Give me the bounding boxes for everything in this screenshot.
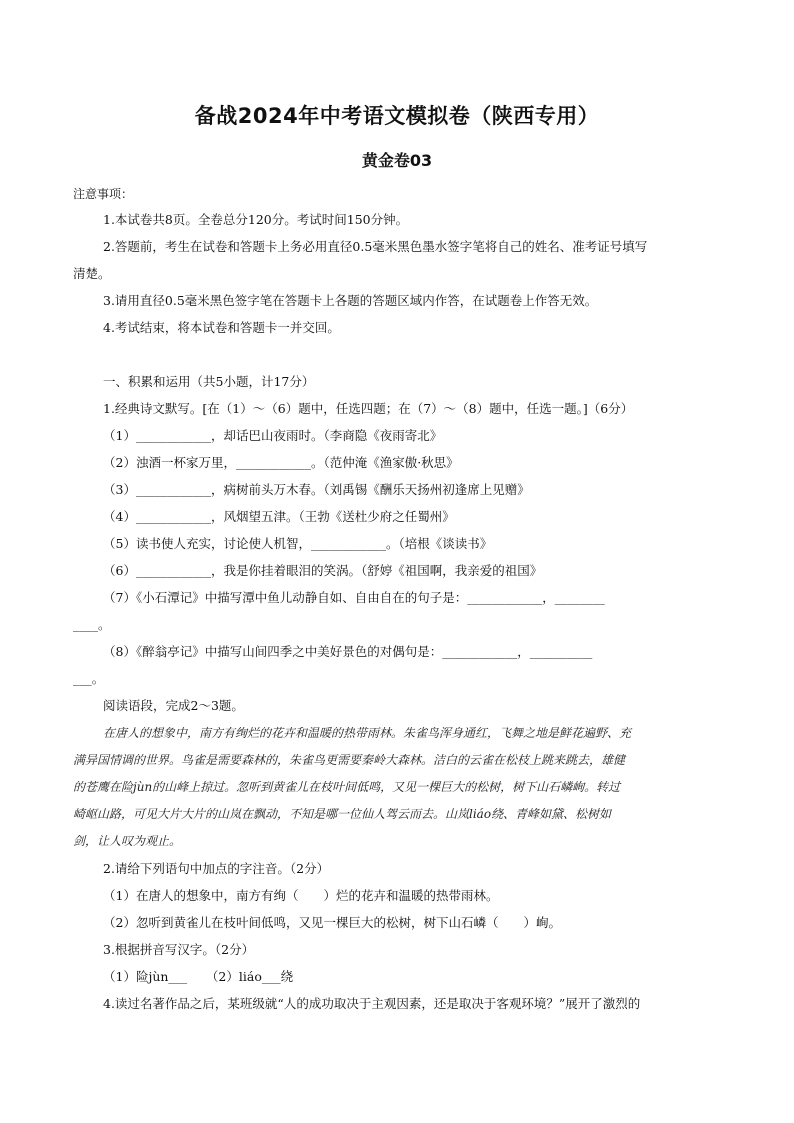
question-4-stem: 4.读过名著作品之后，某班级就“人的成功取决于主观因素，还是取决于客观环境？”展开了激烈的 <box>103 996 641 1011</box>
question-1-item: （8）《醉翁亭记》中描写山间四季之中美好景色的对偶句是：____________，__________ <box>103 644 593 659</box>
notice-label: 注意事项： <box>73 187 134 201</box>
question-1-stem: 1.经典诗文默写。[在（1）～（6）题中，任选四题；在（7）～（8）题中，任选一题。]（6分） <box>103 401 634 416</box>
section-heading: 一、积累和运用（共5小题，计17分） <box>103 374 315 389</box>
passage-line: 的苍鹰在险jùn的山峰上掠过。忽听到黄雀儿在枝叶间低鸣，又见一棵巨大的松树，树下山石嶙峋。转过 <box>73 780 621 794</box>
question-1-item-continued: ___。 <box>73 671 105 686</box>
passage-line: 满异国情调的世界。鸟雀是需要森林的，朱雀鸟更需要秦岭大森林。洁白的云雀在松枝上跳来跳去，雄健 <box>73 753 626 767</box>
passage-line: 在唐人的想象中，南方有绚烂的花卉和温暖的热带雨林。朱雀鸟浑身通红，飞舞之地是鲜花遍野、充 <box>103 726 632 740</box>
question-2-item: （2）忽听到黄雀儿在枝叶间低鸣，又见一棵巨大的松树，树下山石嶙（ ）峋。 <box>103 915 561 930</box>
passage-line: 剑，让人叹为观止。 <box>73 834 182 848</box>
question-3-stem: 3.根据拼音写汉字。（2分） <box>103 942 255 957</box>
question-1-item-continued: ____。 <box>73 617 111 632</box>
question-1-item: （4）____________，风烟望五津。（王勃《送杜少府之任蜀州》 <box>103 509 455 524</box>
passage-line: 崎岖山路，可见大片大片的山岚在飘动，不知是哪一位仙人驾云而去。山岚liáo绕、青峰如黛、松树如 <box>73 807 612 821</box>
notice-item: 1.本试卷共8页。全卷总分120分。考试时间150分钟。 <box>103 212 409 227</box>
page-subtitle: 黄金卷03 <box>361 151 433 170</box>
question-3-items: （1）险jùn___ （2）liáo___绕 <box>103 969 294 984</box>
notice-item: 4.考试结束，将本试卷和答题卡一并交回。 <box>103 320 340 335</box>
notice-item-continued: 清楚。 <box>73 266 111 281</box>
question-2-item: （1）在唐人的想象中，南方有绚（ ）烂的花卉和温暖的热带雨林。 <box>103 888 499 903</box>
notice-item: 3.请用直径0.5毫米黑色签字笔在答题卡上各题的答题区域内作答，在试题卷上作答无效。 <box>103 293 598 308</box>
page-title: 备战2024年中考语文模拟卷（陕西专用） <box>194 104 600 128</box>
question-1-item: （1）____________，却话巴山夜雨时。（李商隐《夜雨寄北》 <box>103 428 443 443</box>
question-1-item: （6）____________，我是你挂着眼泪的笑涡。（舒婷《祖国啊，我亲爱的祖国》 <box>103 563 543 578</box>
question-2-stem: 2.请给下列语句中加点的字注音。（2分） <box>103 861 330 876</box>
notice-item: 2.答题前，考生在试卷和答题卡上务必用直径0.5毫米黑色墨水签字笔将自己的姓名、准考证号填写 <box>103 239 648 254</box>
question-1-item: （3）____________，病树前头万木春。（刘禹锡《酬乐天扬州初逢席上见赠》 <box>103 482 530 497</box>
question-1-item: （7）《小石潭记》中描写潭中鱼儿动静自如、自由自在的句子是：____________，________ <box>103 590 605 605</box>
question-1-item: （2）浊酒一杯家万里，____________。（范仲淹《渔家傲·秋思》 <box>103 455 459 470</box>
reading-intro: 阅读语段，完成2～3题。 <box>103 698 244 713</box>
question-1-item: （5）读书使人充实，讨论使人机智，____________。（培根《谈读书》 <box>103 536 493 551</box>
